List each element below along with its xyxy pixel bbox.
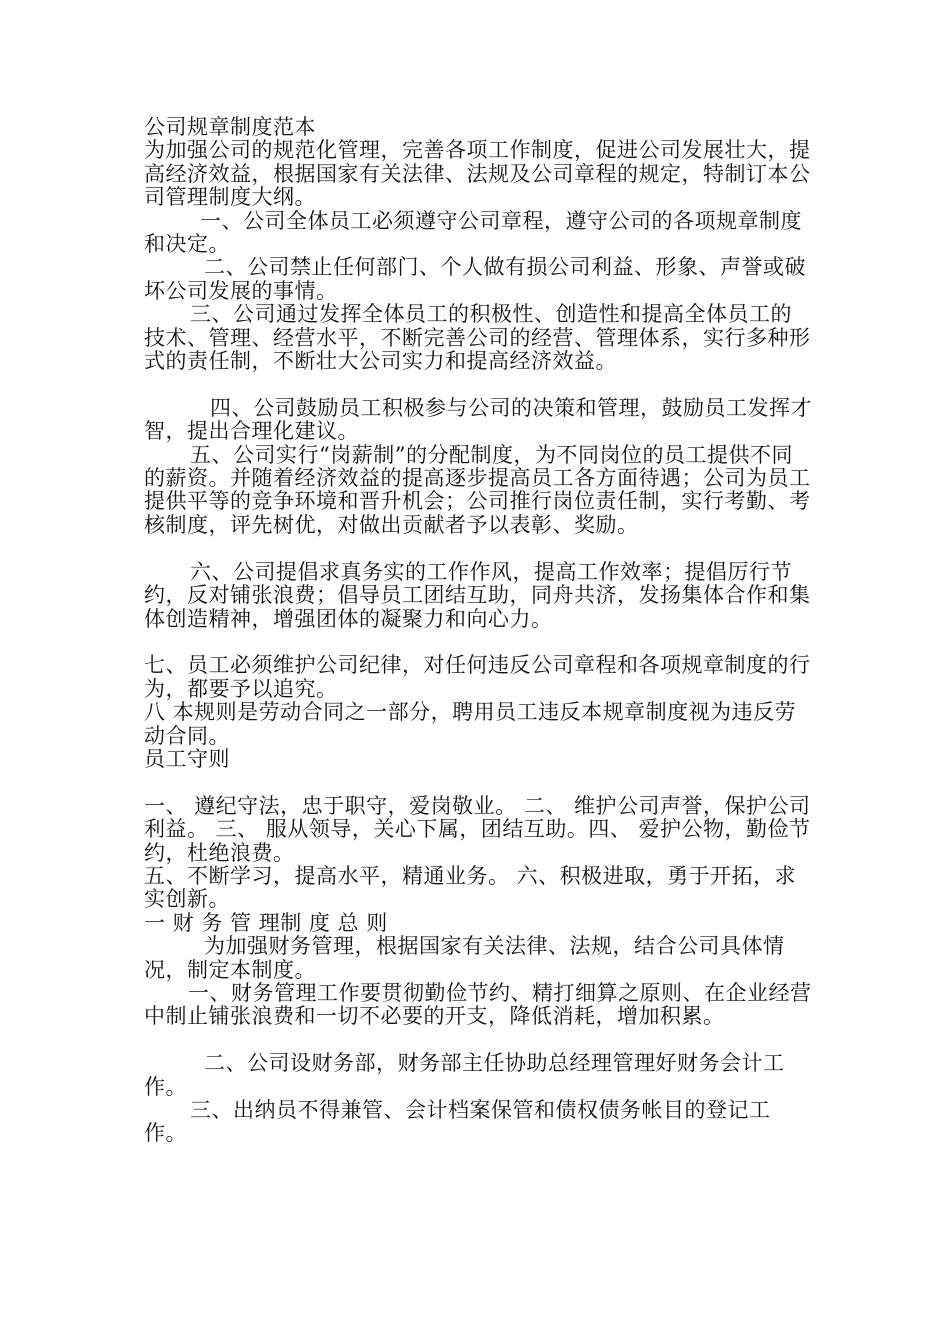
rule-1: 一、公司全体员工必须遵守公司章程，遵守公司的各项规章制度和决定。	[144, 208, 802, 257]
spacer	[144, 631, 812, 654]
spacer	[144, 771, 812, 794]
finance-rule-2: 二、公司设财务部，财务部主任协助总经理管理好财务会计工作。	[144, 1051, 785, 1099]
employee-code-line-1: 一、 遵纪守法，忠于职守，爱岗敬业。 二、 维护公司声誉，保护公司利益。 三、 服从领导，关心下属，团结互助。四、 爱护公物，勤俭节约，杜绝浪费。	[144, 793, 811, 865]
finance-rule-1: 一、财务管理工作要贯彻勤俭节约、精打细算之原则、在企业经营中制止铺张浪费和一切不必要的开支，降低消耗，增加积累。	[144, 980, 812, 1029]
rule-4: 四、公司鼓励员工积极参与公司的决策和管理，鼓励员工发挥才智，提出合理化建议。	[144, 395, 812, 444]
rule-7: 七、员工必须维护公司纪律，对任何违反公司章程和各项规章制度的行为，都要予以追究。	[144, 653, 811, 701]
document-page	[144, 116, 812, 1146]
document-title: 公司规章制度范本	[144, 115, 316, 139]
rule-3: 三、公司通过发挥全体员工的积极性、创造性和提高全体员工的技术、管理、经营水平，不断完善公司的经营、管理体系，实行多种形式的责任制，不断壮大公司实力和提高经济效益。	[144, 302, 811, 374]
rule-2: 二、公司禁止任何部门、个人做有损公司利益、形象、声誉或破坏公司发展的事情。	[144, 255, 806, 303]
rule-8: 八 本规则是劳动合同之一部分，聘用员工违反本规章制度视为违反劳动合同。	[144, 700, 797, 748]
spacer	[144, 537, 812, 560]
employee-code-title: 员工守则	[144, 746, 230, 771]
spacer	[144, 373, 812, 396]
spacer	[144, 1029, 812, 1052]
rule-6: 六、公司提倡求真务实的工作作风，提高工作效率；提倡厉行节约，反对铺张浪费；倡导员工团结互助，同舟共济，发扬集体合作和集体创造精神，增强团体的凝聚力和向心力。	[144, 559, 811, 631]
finance-intro: 为加强财务管理，根据国家有关法律、法规，结合公司具体情况，制定本制度。	[144, 934, 785, 982]
intro-paragraph: 为加强公司的规范化管理，完善各项工作制度，促进公司发展壮大，提高经济效益，根据国家有关法律、法规及公司章程的规定，特制订本公司管理制度大纲。	[144, 138, 811, 210]
rule-5: 五、公司实行“岗薪制”的分配制度，为不同岗位的员工提供不同的薪资。并随着经济效益的提高逐步提高员工各方面待遇；公司为员工提供平等的竞争环境和晋升机会；公司推行岗位责任制，实行考勤、考核制度，评先树优，对做出贡献者予以表彰、奖励。	[144, 442, 811, 537]
finance-section-title: 一 财 务 管 理制 度 总 则	[144, 910, 388, 935]
employee-code-line-2: 五、不断学习，提高水平，精通业务。 六、积极进取，勇于开拓，求实创新。	[144, 863, 797, 912]
finance-rule-3: 三、出纳员不得兼管、会计档案保管和债权债务帐目的登记工作。	[144, 1097, 771, 1146]
